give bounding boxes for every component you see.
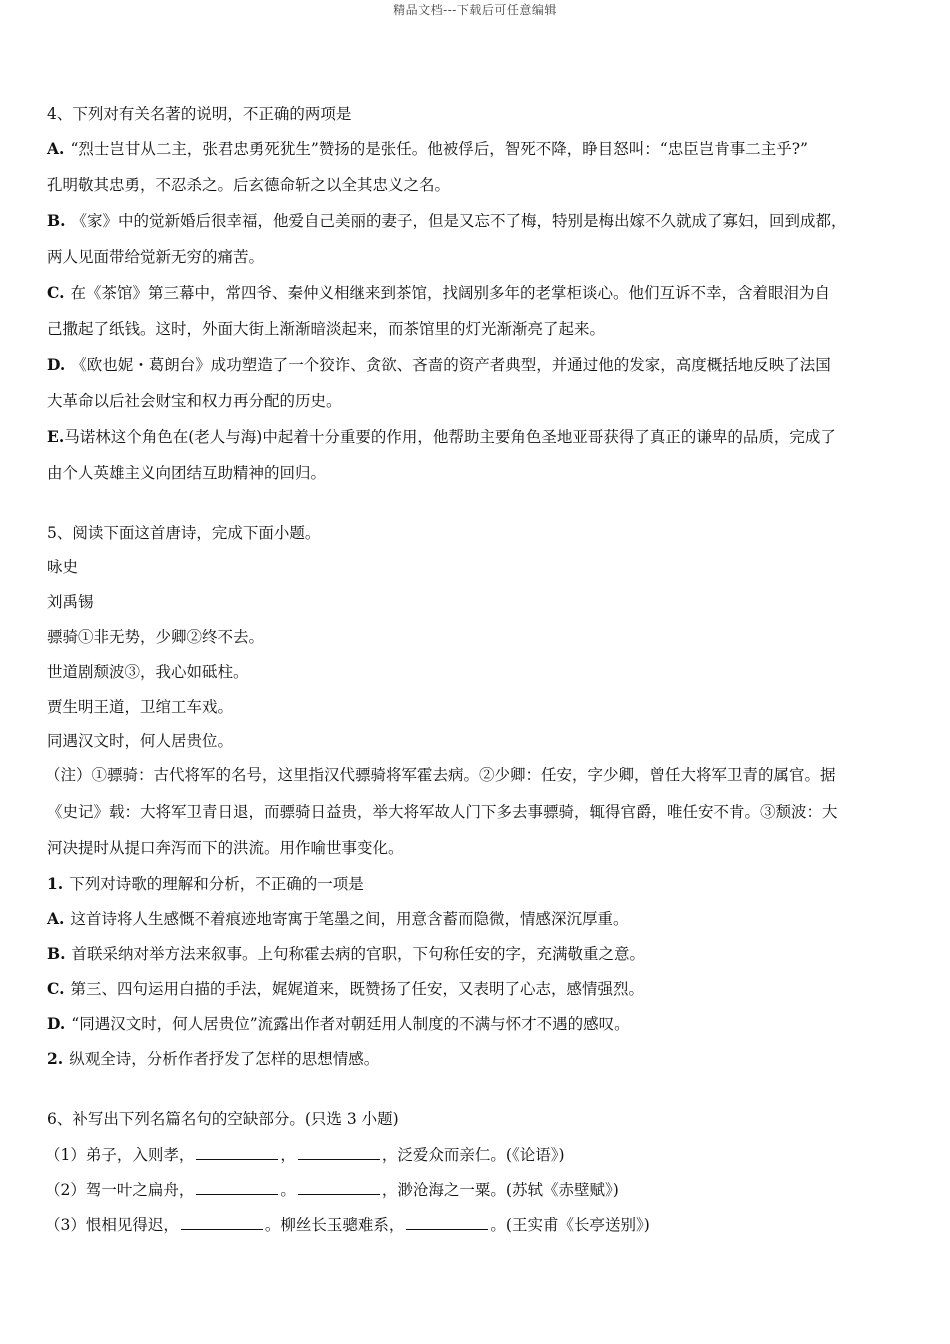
- q5-sub1-option-d-text: “同遇汉文时，何人居贵位”流露出作者对朝廷用人制度的不满与怀才不遇的感叹。: [71, 1015, 630, 1033]
- poem-line-3: 贾生明王道，卫绾工车戏。: [47, 698, 234, 716]
- q5-sub1-stem: [47, 874, 907, 894]
- q4-option-e-line2: 由个人英雄主义向团结互助精神的回归。: [47, 464, 327, 482]
- q5-sub1-option-c: [47, 979, 907, 999]
- q4-option-a-text: “烈士岂甘从二主，张君忠勇死犹生”赞扬的是张任。他被俘后，智死不降，睁目怒叫：“忠臣岂肯事二主乎?”: [70, 140, 808, 158]
- q5-sub2-stem: [47, 1049, 907, 1069]
- q5-sub1-option-b: [47, 944, 907, 964]
- q6-item-2-part-a: （2）驾一叶之扁舟，: [45, 1181, 195, 1199]
- q6-item-3-part-c: 。(王实甫《长亭送别》): [490, 1216, 650, 1234]
- q4-option-d-line2: 大革命以后社会财宝和权力再分配的历史。: [47, 392, 342, 410]
- q6-item-1-part-a: （1）弟子，入则孝，: [45, 1146, 195, 1164]
- q5-sub2-label: 2.: [47, 1049, 64, 1068]
- poem-title: 咏史: [47, 558, 79, 576]
- q4-option-d-label: D.: [47, 355, 66, 374]
- q6-item-2-part-b: 。: [280, 1181, 296, 1199]
- q4-option-b-label: B.: [47, 211, 66, 230]
- q5-sub1-option-a-text: 这首诗将人生感慨不着痕迹地寄寓于笔墨之间，用意含蓄而隐微，情感深沉厚重。: [70, 910, 629, 928]
- q4-option-a-line1: [47, 139, 907, 159]
- note-line-3: 河决提时从提口奔泻而下的洪流。用作喻世事变化。: [47, 839, 404, 857]
- q4-option-e-label: E.: [47, 427, 65, 446]
- poem-line-2: 世道剧颓波③，我心如砥柱。: [47, 663, 249, 681]
- poem-line-1: 骠骑①非无势，少卿②终不去。: [47, 628, 265, 646]
- q6-item-1-part-c: ，泛爱众而亲仁。(《论语》): [381, 1146, 565, 1164]
- q6-item-1-part-b: ，: [280, 1146, 296, 1164]
- q5-sub1-option-b-text: 首联采纳对举方法来叙事。上句称霍去病的官职，下句称任安的字，充满敬重之意。: [71, 945, 646, 963]
- q5-sub1-option-b-label: B.: [47, 944, 66, 963]
- q5-sub1-text: 下列对诗歌的理解和分析，不正确的一项是: [69, 875, 364, 893]
- q6-item-3: [45, 1214, 905, 1235]
- q5-sub2-text: 纵观全诗，分析作者抒发了怎样的思想情感。: [69, 1050, 380, 1068]
- q4-option-b-text: 《家》中的觉新婚后很幸福，他爱自己美丽的妻子，但是又忘不了梅，特别是梅出嫁不久就成了寡妇，回到成都，: [71, 212, 847, 230]
- q4-option-a-line2: 孔明敬其忠勇，不忍杀之。后玄德命斩之以全其忠义之名。: [47, 176, 451, 194]
- poem-author: 刘禹锡: [47, 593, 94, 611]
- q4-option-d-text: 《欧也妮・葛朗台》成功塑造了一个狡诈、贪欲、吝啬的资产者典型，并通过他的发家，高度概括地反映了法国: [71, 356, 831, 374]
- q4-option-a-label: A.: [47, 139, 65, 158]
- q5-sub1-label: 1.: [47, 874, 64, 893]
- fill-blank[interactable]: [406, 1214, 488, 1230]
- q4-option-b-line2: 两人见面带给觉新无穷的痛苦。: [47, 248, 265, 266]
- page-header: 精品文档---下载后可任意编辑: [393, 3, 557, 17]
- q4-option-c-line2: 己撒起了纸钱。这时，外面大街上渐渐暗淡起来，而茶馆里的灯光渐渐亮了起来。: [47, 320, 606, 338]
- fill-blank[interactable]: [196, 1144, 278, 1160]
- fill-blank[interactable]: [298, 1179, 380, 1195]
- q6-item-2-part-c: ，渺沧海之一粟。(苏轼《赤壁赋》): [381, 1181, 619, 1199]
- q5-sub1-option-a: [47, 909, 907, 929]
- q6-stem: 6、补写出下列名篇名句的空缺部分。(只选 3 小题): [47, 1110, 399, 1128]
- q6-item-2: [45, 1179, 905, 1200]
- q5-sub1-option-c-label: C.: [47, 979, 65, 998]
- q6-item-3-part-b: 。柳丝长玉骢难系，: [264, 1216, 405, 1234]
- q5-sub1-option-a-label: A.: [47, 909, 65, 928]
- q6-item-1: [45, 1144, 905, 1165]
- q4-option-e-line1: [47, 427, 907, 447]
- note-line-2: 《史记》载：大将军卫青日退，而骠骑日益贵，举大将军故人门下多去事骠骑，辄得官爵，唯任安不肯。③颓波：大: [47, 803, 838, 821]
- q6-item-3-part-a: （3）恨相见得迟，: [45, 1216, 179, 1234]
- q4-option-d-line1: [47, 355, 907, 375]
- q5-stem: 5、阅读下面这首唐诗，完成下面小题。: [47, 524, 321, 542]
- fill-blank[interactable]: [196, 1179, 278, 1195]
- q4-stem: 4、下列对有关名著的说明，不正确的两项是: [47, 105, 352, 123]
- q4-option-c-label: C.: [47, 283, 65, 302]
- fill-blank[interactable]: [181, 1214, 263, 1230]
- q5-sub1-option-c-text: 第三、四句运用白描的手法，娓娓道来，既赞扬了任安，又表明了心志，感情强烈。: [70, 980, 644, 998]
- q4-option-c-text: 在《茶馆》第三幕中，常四爷、秦仲义相继来到茶馆，找阔别多年的老掌柜谈心。他们互诉不幸，含着眼泪为自: [70, 284, 830, 302]
- q5-sub1-option-d-label: D.: [47, 1014, 66, 1033]
- poem-line-4: 同遇汉文时，何人居贵位。: [47, 732, 234, 750]
- q4-option-e-text: 马诺林这个角色在(老人与海)中起着十分重要的作用，他帮助主要角色圣地亚哥获得了真正的谦卑的品质，完成了: [64, 428, 836, 446]
- q4-option-b-line1: [47, 211, 907, 231]
- q4-option-c-line1: [47, 283, 907, 303]
- fill-blank[interactable]: [298, 1144, 380, 1160]
- note-line-1: （注）①骠骑：古代将军的名号，这里指汉代骠骑将军霍去病。②少卿：任安，字少卿，曾任大将军卫青的属官。据: [45, 766, 836, 784]
- q5-sub1-option-d: [47, 1014, 907, 1034]
